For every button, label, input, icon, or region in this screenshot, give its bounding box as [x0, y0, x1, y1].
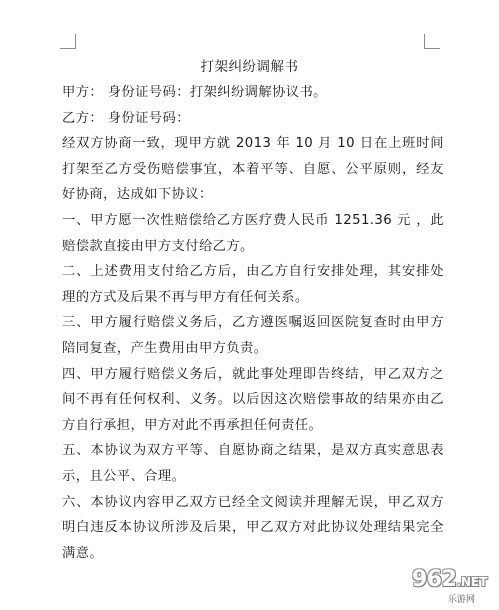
- clause-3: 三、甲方履行赔偿义务后，乙方遵医嘱返回医院复查时由甲方陪同复查，产生费用由甲方负责。: [62, 315, 444, 356]
- party-a-line: 甲方： 身份证号码：打架纠纷调解协议书。: [62, 85, 327, 100]
- clause-4: 四、甲方履行赔偿义务后，就此事处理即告终结，甲乙双方之间不再有任何权利、义务。以后因这次赔偿事故的结果亦由乙方自行承担，甲方对此不再承担任何责任。: [62, 366, 444, 433]
- watermark-logo: [412, 566, 496, 594]
- document-body: [62, 80, 444, 566]
- watermark-subtitle: 乐游网: [448, 595, 476, 605]
- document-title: 打架纠纷调解书: [200, 59, 299, 75]
- crop-mark-top-left-vertical: [75, 34, 76, 49]
- crop-mark-top-right-horizontal: [424, 48, 440, 49]
- watermark-logo-main: 962: [412, 567, 457, 592]
- site-watermark: [412, 566, 496, 606]
- party-b-line: 乙方： 身份证号码：: [62, 110, 190, 126]
- crop-mark-top-right-vertical: [424, 34, 425, 49]
- clause-1: 一、甲方愿一次性赔偿给乙方医疗费人民币 1251.36 元 ，此赔偿款直接由甲方支付给乙方。: [62, 212, 444, 254]
- intro-paragraph: 经双方协商一致，现甲方就 2013 年 10 月 10 日在上班时间打架至乙方受伤赔偿事宜，本着平等、自愿、公平原则，经友好协商，达成如下协议：: [62, 136, 444, 203]
- watermark-logo-suffix: .NET: [456, 575, 488, 589]
- crop-mark-top-left-horizontal: [60, 48, 76, 49]
- clause-2: 二、上述费用支付给乙方后，由乙方自行安排处理，其安排处理的方式及后果不再与甲方有任何关系。: [62, 264, 444, 305]
- clause-6: 六、本协议内容甲乙双方已经全文阅读并理解无误，甲乙双方明白违反本协议所涉及后果，甲乙双方对此协议处理结果完全满意。: [62, 494, 444, 561]
- clause-5: 五、本协议为双方平等、自愿协商之结果，是双方真实意思表示，且公平、合理。: [62, 443, 444, 484]
